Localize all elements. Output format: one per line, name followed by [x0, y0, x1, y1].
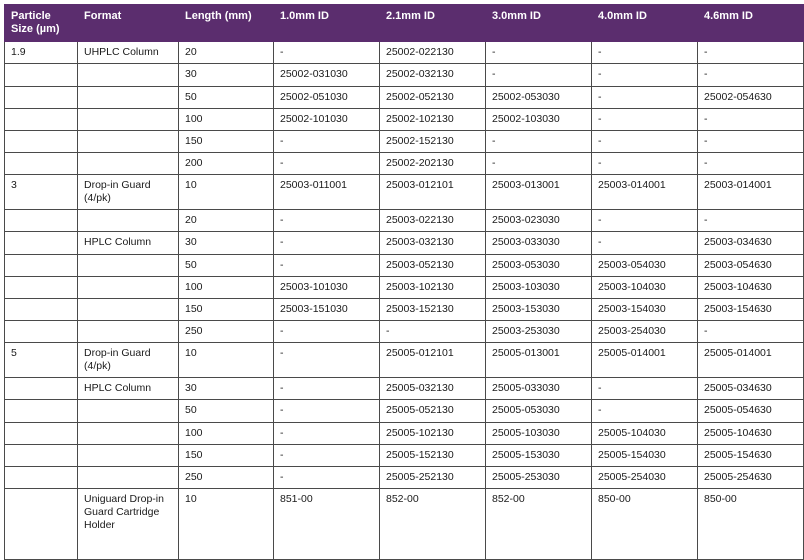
cell-id-4-6mm: - [698, 108, 804, 130]
cell-id-1-0mm: - [274, 254, 380, 276]
table-row [5, 422, 804, 444]
cell-length: 10 [179, 175, 274, 210]
table-row [5, 466, 804, 488]
cell-particle-size [5, 444, 78, 466]
cell-length: 20 [179, 42, 274, 64]
cell-id-4-0mm: - [592, 130, 698, 152]
cell-format: HPLC Column [78, 378, 179, 400]
column-header-4-0mm-id: 4.0mm ID [592, 5, 698, 42]
cell-id-3-0mm: - [486, 152, 592, 174]
cell-id-1-0mm: 25002-051030 [274, 86, 380, 108]
cell-format [78, 276, 179, 298]
cell-id-4-6mm: - [698, 130, 804, 152]
cell-id-2-1mm: 25005-012101 [380, 343, 486, 378]
cell-particle-size [5, 232, 78, 254]
cell-id-4-6mm: 25005-054630 [698, 400, 804, 422]
cell-id-1-0mm: 25003-011001 [274, 175, 380, 210]
cell-id-4-6mm: - [698, 42, 804, 64]
cell-id-1-0mm: - [274, 130, 380, 152]
cell-id-2-1mm: 25003-012101 [380, 175, 486, 210]
product-ordering-table [4, 4, 804, 560]
cell-length: 10 [179, 488, 274, 559]
cell-id-4-6mm: 850-00 [698, 488, 804, 559]
cell-format [78, 210, 179, 232]
cell-length: 100 [179, 422, 274, 444]
cell-id-4-6mm: 25003-014001 [698, 175, 804, 210]
cell-length: 10 [179, 343, 274, 378]
cell-id-3-0mm: 25002-053030 [486, 86, 592, 108]
cell-length: 100 [179, 276, 274, 298]
cell-id-2-1mm: 25002-102130 [380, 108, 486, 130]
cell-id-3-0mm: 25005-103030 [486, 422, 592, 444]
cell-particle-size [5, 130, 78, 152]
cell-id-4-6mm: 25005-104630 [698, 422, 804, 444]
cell-id-4-6mm: - [698, 210, 804, 232]
cell-length: 150 [179, 298, 274, 320]
cell-id-1-0mm: - [274, 444, 380, 466]
cell-format [78, 64, 179, 86]
cell-format: HPLC Column [78, 232, 179, 254]
cell-id-4-6mm: 25003-154630 [698, 298, 804, 320]
cell-id-3-0mm: - [486, 130, 592, 152]
cell-id-4-0mm: 25003-054030 [592, 254, 698, 276]
cell-format [78, 254, 179, 276]
cell-length: 150 [179, 130, 274, 152]
cell-id-3-0mm: 25003-023030 [486, 210, 592, 232]
cell-id-1-0mm: - [274, 343, 380, 378]
column-header-4-6mm-id: 4.6mm ID [698, 5, 804, 42]
cell-id-3-0mm: 852-00 [486, 488, 592, 559]
cell-id-4-0mm: 25005-154030 [592, 444, 698, 466]
cell-format [78, 422, 179, 444]
table-row [5, 320, 804, 342]
cell-particle-size [5, 108, 78, 130]
cell-id-1-0mm: - [274, 42, 380, 64]
cell-id-4-0mm: 25003-014001 [592, 175, 698, 210]
cell-format: Uniguard Drop-in Guard Cartridge Holder [78, 488, 179, 559]
cell-length: 250 [179, 320, 274, 342]
cell-particle-size [5, 276, 78, 298]
cell-particle-size [5, 378, 78, 400]
column-header-1-0mm-id: 1.0mm ID [274, 5, 380, 42]
cell-particle-size [5, 210, 78, 232]
table-row [5, 64, 804, 86]
cell-id-2-1mm: 25002-202130 [380, 152, 486, 174]
column-header-2-1mm-id: 2.1mm ID [380, 5, 486, 42]
cell-id-4-0mm: - [592, 210, 698, 232]
cell-particle-size [5, 320, 78, 342]
cell-id-2-1mm: 25002-032130 [380, 64, 486, 86]
cell-id-4-6mm: - [698, 152, 804, 174]
cell-id-4-6mm: - [698, 64, 804, 86]
cell-id-4-6mm: 25003-034630 [698, 232, 804, 254]
cell-length: 200 [179, 152, 274, 174]
cell-id-3-0mm: 25003-103030 [486, 276, 592, 298]
cell-id-2-1mm: 25003-022130 [380, 210, 486, 232]
cell-length: 150 [179, 444, 274, 466]
cell-id-3-0mm: - [486, 42, 592, 64]
cell-id-1-0mm: - [274, 320, 380, 342]
column-header-length: Length (mm) [179, 5, 274, 42]
cell-id-4-0mm: - [592, 400, 698, 422]
cell-particle-size [5, 400, 78, 422]
cell-id-1-0mm: - [274, 466, 380, 488]
cell-id-4-6mm: 25005-034630 [698, 378, 804, 400]
cell-id-3-0mm: 25003-013001 [486, 175, 592, 210]
table-row [5, 210, 804, 232]
cell-id-2-1mm: 25003-102130 [380, 276, 486, 298]
table-body [5, 42, 804, 560]
cell-length: 250 [179, 466, 274, 488]
cell-length: 30 [179, 378, 274, 400]
table-row [5, 343, 804, 378]
cell-id-4-0mm: - [592, 378, 698, 400]
cell-id-2-1mm: - [380, 320, 486, 342]
cell-id-2-1mm: 25005-052130 [380, 400, 486, 422]
cell-id-1-0mm: 25002-031030 [274, 64, 380, 86]
table-row [5, 298, 804, 320]
cell-id-1-0mm: 25002-101030 [274, 108, 380, 130]
cell-format [78, 320, 179, 342]
cell-format [78, 400, 179, 422]
cell-id-4-6mm: 25005-014001 [698, 343, 804, 378]
cell-length: 50 [179, 400, 274, 422]
cell-id-4-0mm: 25005-254030 [592, 466, 698, 488]
cell-id-3-0mm: 25003-033030 [486, 232, 592, 254]
cell-particle-size [5, 86, 78, 108]
table-row [5, 444, 804, 466]
cell-particle-size [5, 488, 78, 559]
cell-id-2-1mm: 25005-102130 [380, 422, 486, 444]
cell-length: 50 [179, 254, 274, 276]
cell-id-3-0mm: 25005-013001 [486, 343, 592, 378]
cell-length: 30 [179, 64, 274, 86]
cell-format: Drop-in Guard (4/pk) [78, 175, 179, 210]
cell-id-3-0mm: 25005-053030 [486, 400, 592, 422]
cell-id-1-0mm: 851-00 [274, 488, 380, 559]
table-row [5, 276, 804, 298]
cell-id-2-1mm: 25003-032130 [380, 232, 486, 254]
cell-particle-size [5, 152, 78, 174]
cell-particle-size: 1.9 [5, 42, 78, 64]
cell-id-4-6mm: 25005-254630 [698, 466, 804, 488]
cell-id-1-0mm: - [274, 232, 380, 254]
column-header-particle-size: Particle Size (µm) [5, 5, 78, 42]
table-row [5, 152, 804, 174]
cell-id-1-0mm: - [274, 422, 380, 444]
cell-particle-size [5, 254, 78, 276]
table-row [5, 130, 804, 152]
cell-particle-size [5, 298, 78, 320]
cell-id-2-1mm: 25002-052130 [380, 86, 486, 108]
cell-format [78, 86, 179, 108]
cell-format [78, 444, 179, 466]
cell-format [78, 466, 179, 488]
cell-id-4-0mm: 25005-104030 [592, 422, 698, 444]
cell-id-1-0mm: - [274, 400, 380, 422]
column-header-format: Format [78, 5, 179, 42]
cell-particle-size [5, 64, 78, 86]
cell-id-2-1mm: 25005-152130 [380, 444, 486, 466]
cell-particle-size [5, 422, 78, 444]
table-header-row [5, 5, 804, 42]
cell-id-2-1mm: 25003-152130 [380, 298, 486, 320]
cell-id-4-0mm: - [592, 42, 698, 64]
cell-id-4-0mm: 25003-104030 [592, 276, 698, 298]
cell-id-3-0mm: 25005-253030 [486, 466, 592, 488]
cell-id-4-0mm: 25005-014001 [592, 343, 698, 378]
cell-id-2-1mm: 25002-152130 [380, 130, 486, 152]
cell-id-3-0mm: 25003-053030 [486, 254, 592, 276]
table-row [5, 175, 804, 210]
cell-id-1-0mm: 25003-101030 [274, 276, 380, 298]
cell-length: 30 [179, 232, 274, 254]
table-row [5, 400, 804, 422]
table-row [5, 232, 804, 254]
table-row [5, 378, 804, 400]
table-row [5, 86, 804, 108]
cell-id-4-0mm: 25003-154030 [592, 298, 698, 320]
cell-particle-size: 5 [5, 343, 78, 378]
cell-id-2-1mm: 25005-252130 [380, 466, 486, 488]
cell-format: Drop-in Guard (4/pk) [78, 343, 179, 378]
table-row [5, 488, 804, 559]
cell-id-4-0mm: - [592, 64, 698, 86]
cell-format [78, 152, 179, 174]
cell-format: UHPLC Column [78, 42, 179, 64]
cell-length: 20 [179, 210, 274, 232]
cell-length: 50 [179, 86, 274, 108]
cell-id-4-6mm: 25003-054630 [698, 254, 804, 276]
cell-id-4-6mm: 25003-104630 [698, 276, 804, 298]
table-row [5, 108, 804, 130]
cell-id-3-0mm: 25003-153030 [486, 298, 592, 320]
cell-id-2-1mm: 25005-032130 [380, 378, 486, 400]
cell-id-2-1mm: 25002-022130 [380, 42, 486, 64]
cell-id-4-0mm: 850-00 [592, 488, 698, 559]
cell-id-3-0mm: 25005-033030 [486, 378, 592, 400]
cell-format [78, 108, 179, 130]
cell-id-3-0mm: 25005-153030 [486, 444, 592, 466]
cell-id-4-0mm: - [592, 152, 698, 174]
cell-id-1-0mm: - [274, 378, 380, 400]
cell-id-2-1mm: 852-00 [380, 488, 486, 559]
cell-particle-size: 3 [5, 175, 78, 210]
cell-id-1-0mm: 25003-151030 [274, 298, 380, 320]
cell-id-1-0mm: - [274, 152, 380, 174]
cell-id-4-0mm: - [592, 232, 698, 254]
cell-length: 100 [179, 108, 274, 130]
cell-id-4-0mm: 25003-254030 [592, 320, 698, 342]
cell-id-4-0mm: - [592, 86, 698, 108]
cell-particle-size [5, 466, 78, 488]
table-row [5, 254, 804, 276]
cell-format [78, 130, 179, 152]
column-header-3-0mm-id: 3.0mm ID [486, 5, 592, 42]
cell-id-3-0mm: 25002-103030 [486, 108, 592, 130]
table-header [5, 5, 804, 42]
cell-id-3-0mm: 25003-253030 [486, 320, 592, 342]
cell-id-1-0mm: - [274, 210, 380, 232]
cell-id-3-0mm: - [486, 64, 592, 86]
cell-id-4-6mm: 25002-054630 [698, 86, 804, 108]
cell-format [78, 298, 179, 320]
cell-id-4-6mm: - [698, 320, 804, 342]
table-row [5, 42, 804, 64]
cell-id-2-1mm: 25003-052130 [380, 254, 486, 276]
cell-id-4-0mm: - [592, 108, 698, 130]
cell-id-4-6mm: 25005-154630 [698, 444, 804, 466]
